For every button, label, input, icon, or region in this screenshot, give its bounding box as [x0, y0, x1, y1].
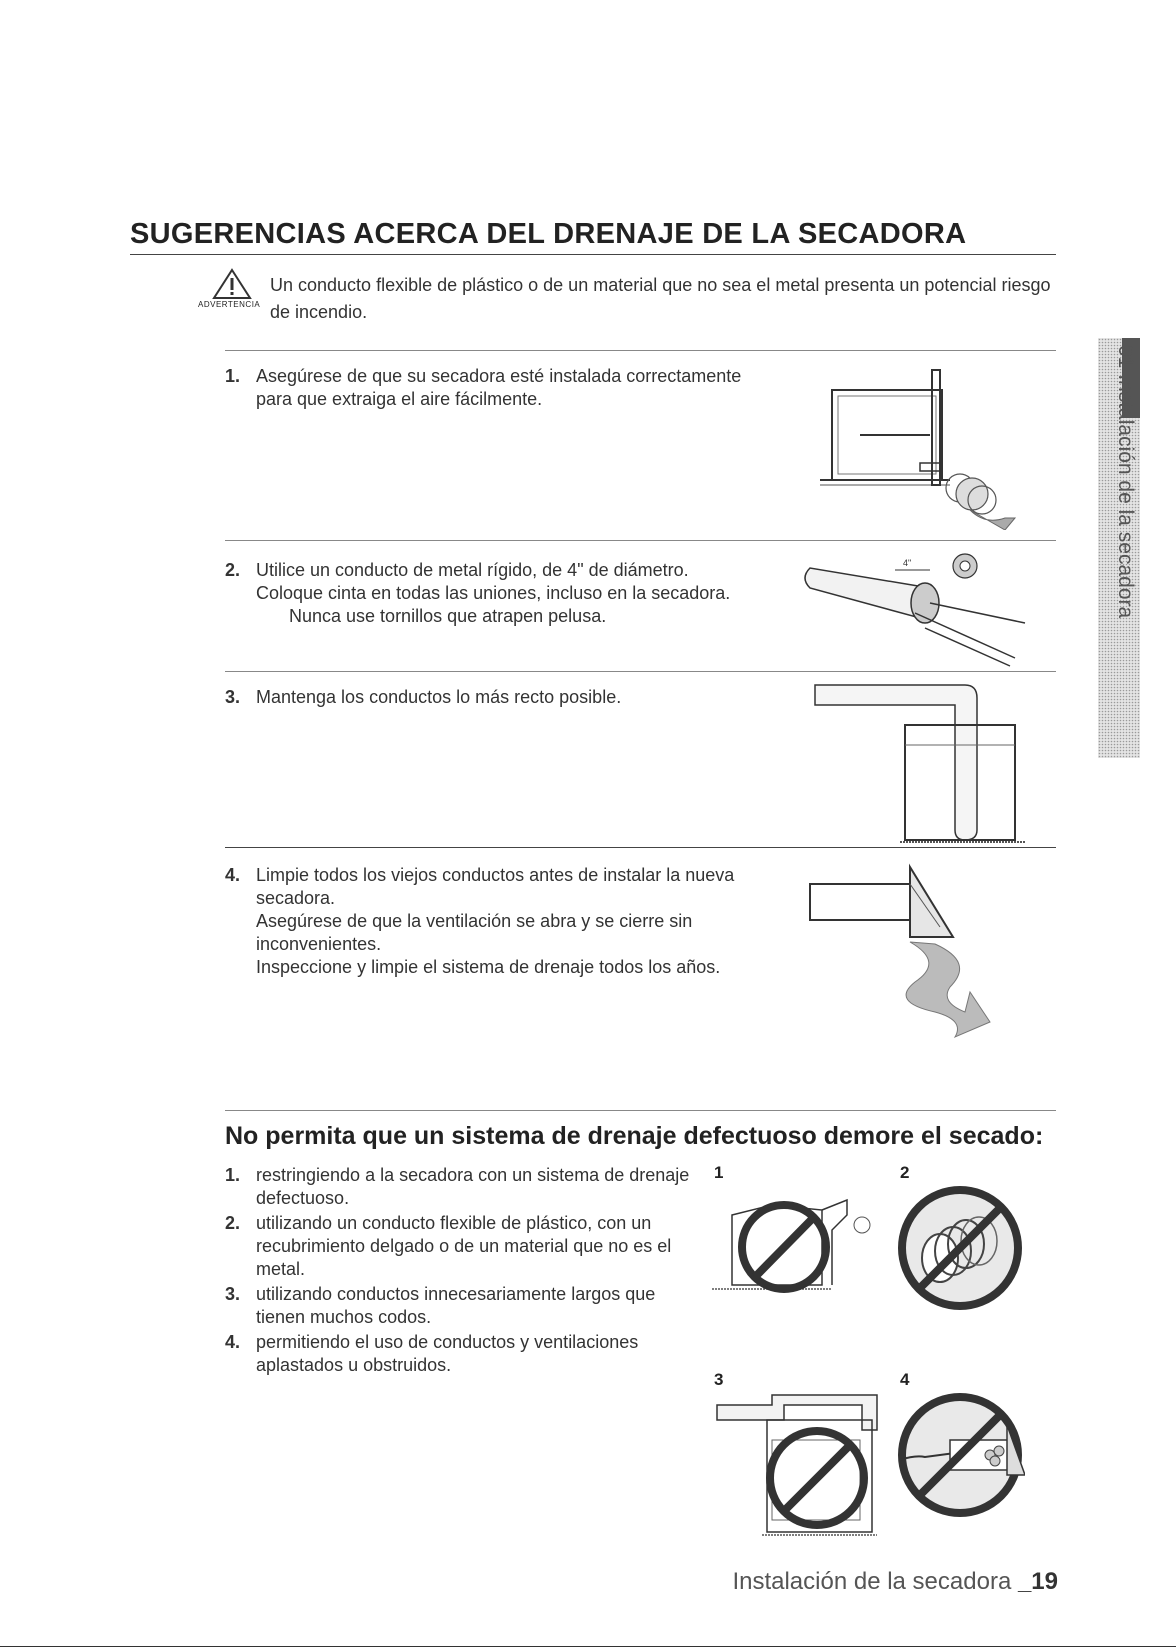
step-text: Asegúrese de que su secadora esté instalada correctamente: [256, 366, 742, 386]
step-3: [225, 686, 805, 709]
divider: [225, 847, 1056, 848]
list-item: [225, 1283, 705, 1329]
footer-section: Instalación de la secadora: [732, 1568, 1018, 1595]
straight-duct-illustration: [805, 680, 1035, 850]
bottom-edge-line: [0, 1646, 1176, 1647]
figure-label: 2: [900, 1163, 910, 1182]
list-text: utilizando un conducto flexible de plástico, con un recubrimiento delgado o de un material que no es el metal.: [256, 1213, 672, 1279]
step-text: Utilice un conducto de metal rígido, de 4" de diámetro.: [256, 560, 689, 580]
list-number: 1.: [225, 1165, 241, 1185]
prohibited-restricted-duct-illustration: [712, 1185, 892, 1300]
step-number: 1.: [225, 366, 241, 386]
warning-label: ADVERTENCIA: [198, 300, 261, 309]
step-1: [225, 365, 805, 411]
step-number: 2.: [225, 560, 241, 580]
list-text: utilizando conductos innecesariamente largos que tienen muchos codos.: [256, 1284, 656, 1327]
page-title: SUGERENCIAS ACERCA DEL DRENAJE DE LA SECADORA: [130, 218, 967, 250]
step-text: inconvenientes.: [256, 934, 382, 954]
step-text: Limpie todos los viejos conductos antes de instalar la nueva: [256, 865, 735, 885]
page-footer: [732, 1568, 1058, 1596]
list-item: [225, 1331, 705, 1377]
title-underline: [130, 254, 1056, 255]
figure-label: 1: [714, 1163, 724, 1182]
dryer-vent-illustration: [820, 360, 1020, 530]
rigid-duct-taping-illustration: [800, 548, 1030, 668]
step-4: [225, 864, 805, 979]
section-subheading: No permita que un sistema de drenaje defectuoso demore el secado:: [225, 1122, 1044, 1150]
prohibited-crushed-vent-illustration: [895, 1385, 1025, 1530]
step-2: [225, 559, 805, 628]
step-text: para que extraiga el aire fácilmente.: [256, 389, 543, 409]
figure-label: 3: [714, 1370, 724, 1389]
divider: [225, 540, 1056, 541]
step-text: Inspeccione y limpie el sistema de drenaje todos los años.: [256, 957, 721, 977]
list-number: 4.: [225, 1332, 241, 1352]
list-item: [225, 1164, 705, 1210]
vent-hood-airflow-illustration: [805, 862, 1035, 1057]
divider: [225, 1110, 1056, 1111]
warning-text: Un conducto flexible de plástico o de un material que no sea el metal presenta un potencial riesgo de incendio.: [270, 275, 1051, 322]
dimension-label: 4": [903, 558, 912, 568]
side-tab-text: 01 Instalación de la secadora: [1114, 345, 1137, 619]
step-text: Nunca use tornillos que atrapen pelusa.: [289, 606, 607, 626]
list-text: permitiendo el uso de conductos y ventilaciones aplastados u obstruidos.: [256, 1332, 639, 1375]
figure-label: 4: [900, 1370, 910, 1389]
prohibited-flexible-duct-illustration: [895, 1183, 1025, 1313]
prohibited-long-duct-illustration: [712, 1390, 892, 1540]
step-text: Mantenga los conductos lo más recto posible.: [256, 687, 622, 707]
warning-icon: [212, 268, 252, 300]
list-item: [225, 1212, 705, 1281]
divider: [225, 671, 1056, 672]
step-number: 3.: [225, 687, 241, 707]
list-number: 3.: [225, 1284, 241, 1304]
step-number: 4.: [225, 865, 241, 885]
side-tab-label: [1113, 345, 1143, 745]
step-text: Asegúrese de que la ventilación se abra y se cierre sin: [256, 911, 693, 931]
divider: [225, 350, 1056, 351]
bad-practices-list: [225, 1164, 705, 1379]
step-text: secadora.: [256, 888, 336, 908]
page-number: _19: [1017, 1568, 1058, 1595]
list-text: restringiendo a la secadora con un sistema de drenaje defectuoso.: [256, 1165, 690, 1208]
step-text: Coloque cinta en todas las uniones, incluso en la secadora.: [256, 583, 731, 603]
list-number: 2.: [225, 1213, 241, 1233]
